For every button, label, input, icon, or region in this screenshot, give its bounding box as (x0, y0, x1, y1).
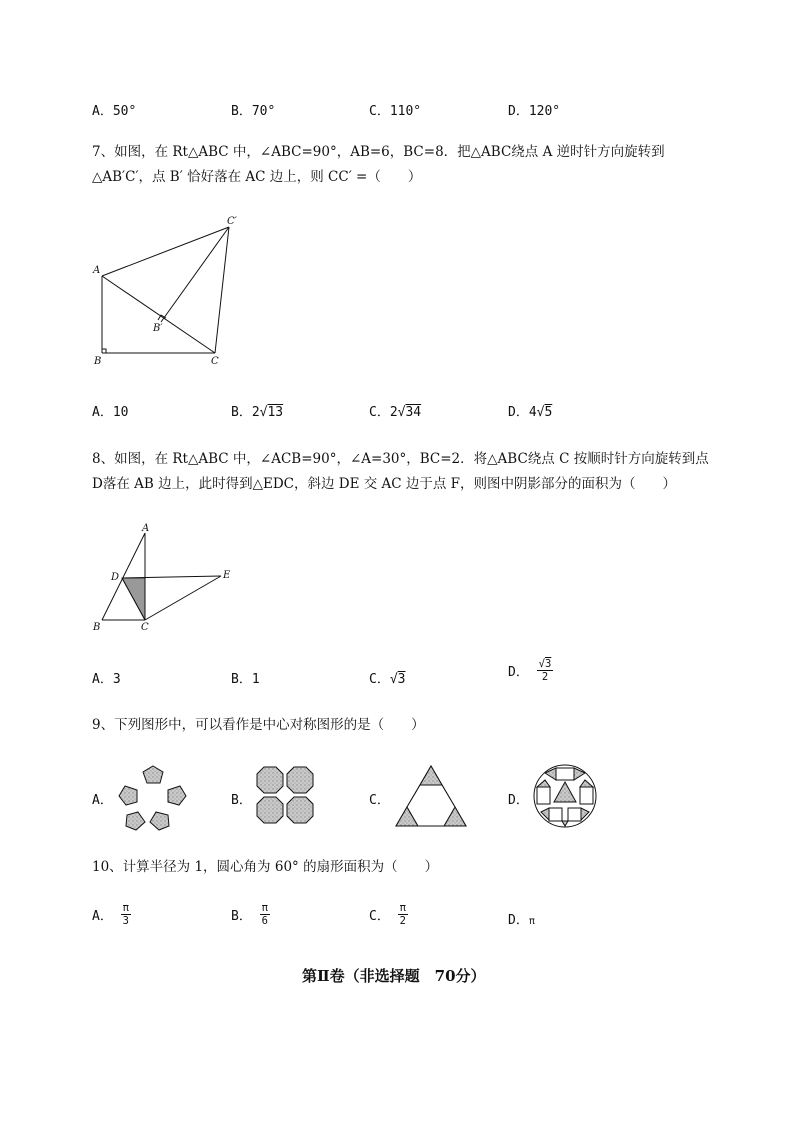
q7-option-a: A．10 (92, 405, 129, 420)
q6-option-b: B．70° (231, 104, 276, 119)
q7-stem-line1: 7、如图，在 Rt△ABC 中，∠ABC=90°，AB=6，BC=8．把△ABC绕点 A 逆时针方向旋转到 (92, 144, 665, 160)
q9-option-c-label: C． (369, 793, 390, 808)
section-heading: 第Ⅱ卷（非选择题 70分） (302, 967, 486, 985)
q9-option-a-label: A． (92, 793, 113, 808)
q7-stem-line2: △AB′C′，点 B′ 恰好落在 AC 边上，则 CC′ =（ ） (92, 169, 422, 185)
q9-figure-d-circle (534, 765, 596, 827)
q10-option-a: A． $\frac{\pi}{3}$ (92, 902, 129, 927)
q7-label-b: B (94, 356, 102, 367)
q7-option-d: D．4√5 (508, 405, 553, 420)
q10-option-d: D．π (508, 913, 535, 928)
q9-option-b-label: B． (231, 793, 252, 808)
q7-option-c: C．2√34 (369, 405, 422, 420)
q6-option-c: C．110° (369, 104, 422, 119)
q10-option-c: C． $\frac{\pi}{2}$ (369, 902, 406, 927)
q9-figure-a-pentagons (119, 766, 186, 830)
q8-label-c: C (141, 622, 149, 633)
q7-label-c: C (211, 356, 219, 367)
q7-label-bprime: B′ (153, 323, 163, 334)
q6-option-a: A．50° (92, 104, 137, 119)
q8-option-d-fraction: $\frac{√3}{2}$ (538, 658, 552, 683)
q10-option-b: B． $\frac{\pi}{6}$ (231, 902, 268, 927)
q10-stem: 10、计算半径为 1，圆心角为 60° 的扇形面积为（ ） (92, 859, 439, 875)
q9-figure-b-octagons (257, 767, 313, 823)
q7-label-cprime: C′ (227, 216, 237, 227)
q7-option-b: B．2√13 (231, 405, 284, 420)
q8-option-c: C．√3 (369, 672, 406, 687)
q8-option-a: A．3 (92, 672, 121, 687)
q9-stem: 9、下列图形中，可以看作是中心对称图形的是（ ） (92, 717, 425, 733)
q8-option-d: D． $\frac{√3}{2}$ (508, 658, 552, 683)
q9-figure-c-triangle (396, 766, 466, 826)
q8-label-d: D (111, 572, 120, 583)
q8-option-b: B．1 (231, 672, 260, 687)
q8-label-e: E (223, 570, 231, 581)
q6-option-d: D．120° (508, 104, 561, 119)
q8-stem-line1: 8、如图，在 Rt△ABC 中，∠ACB=90°，∠A=30°，BC=2．将△ABC绕点 C 按顺时针方向旋转到点 (92, 451, 709, 467)
q8-label-a: A (142, 523, 150, 534)
q8-stem-line2: D落在 AB 边上，此时得到△EDC，斜边 DE 交 AC 边于点 F，则图中阴影部分的面积为（ ） (92, 476, 677, 492)
q9-option-d-label: D． (508, 793, 529, 808)
q7-label-a: A (93, 265, 101, 276)
q8-label-b: B (93, 622, 101, 633)
